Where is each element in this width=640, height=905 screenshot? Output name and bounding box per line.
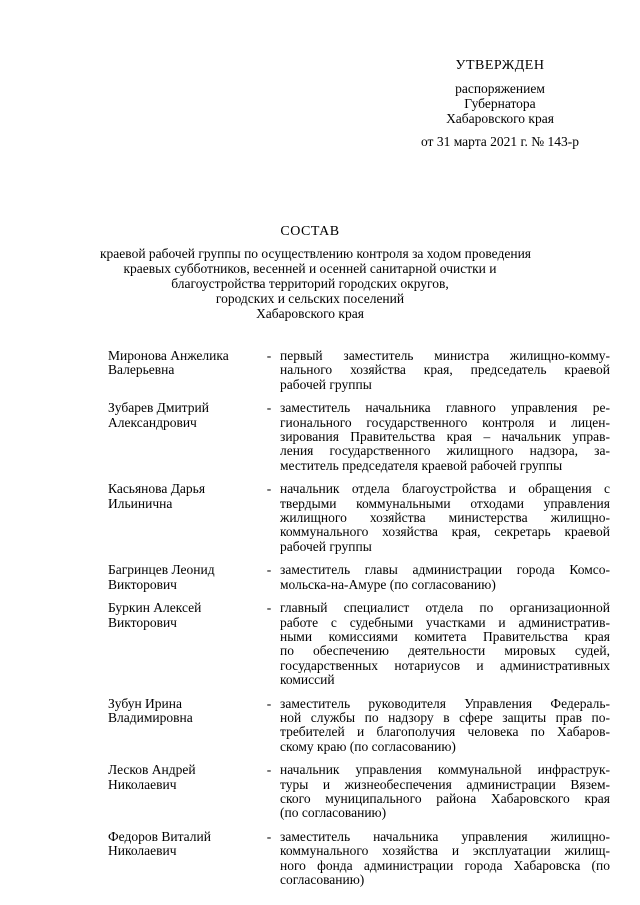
member-role-line: твердыми коммунальными отходами управления <box>280 495 610 511</box>
members-list <box>108 349 610 896</box>
member-role-line: зирования Правительства края – начальник управ- <box>280 429 610 445</box>
member-role-line: начальник отдела благоустройства и обращения с <box>280 481 610 497</box>
approval-line: Хабаровского края <box>446 111 554 126</box>
member-role <box>280 830 610 888</box>
member-name-line: Касьянова Дарья <box>108 481 206 497</box>
member-dash: - <box>266 481 272 497</box>
title-line: городских и сельских поселений <box>215 291 405 306</box>
member-name <box>108 601 258 630</box>
member-role-line: заместитель начальника управления жилищно- <box>280 828 610 844</box>
approval-line: распоряжением <box>455 81 545 96</box>
member-role-line: скому краю (по согласованию) <box>280 738 456 754</box>
member-role <box>280 601 610 687</box>
approval-date: от 31 марта 2021 г. № 143-р <box>420 134 580 149</box>
member-name <box>108 830 258 859</box>
member-role-line: ной службы по надзору в сфере защиты прав по- <box>280 709 610 725</box>
member-role-line: государственных нотариусов и административных <box>280 657 610 673</box>
member-name <box>108 401 258 430</box>
member-role-line: ского муниципального района Хабаровского края <box>280 790 610 806</box>
member-name-line: Зубун Ирина <box>108 695 182 711</box>
member-row <box>108 401 610 473</box>
member-role-line: начальник управления коммунальной инфраструк- <box>280 762 610 778</box>
member-name-line: Владимировна <box>108 709 193 725</box>
member-role-line: ными комиссиями комитета Правительства края <box>280 628 610 644</box>
title-block <box>100 224 532 321</box>
member-name-line: Лесков Андрей <box>108 762 196 778</box>
member-role-line: первый заместитель министра жилищно-комму- <box>280 348 610 363</box>
member-role-line: работе с судебными участками и административ- <box>280 614 610 630</box>
member-role-line: главный специалист отдела по организационной <box>280 600 610 616</box>
member-dash: - <box>266 400 272 416</box>
member-name <box>108 697 258 726</box>
member-dash: - <box>266 828 272 844</box>
member-role-line: согласованию) <box>280 872 365 887</box>
title-line: краевых субботников, весенней и осенней санитарной очистки и <box>123 261 497 276</box>
member-dash: - <box>266 348 272 363</box>
member-name-line: Ильинична <box>108 495 173 511</box>
member-role-line: коммунального хозяйства и эксплуатации жилищ- <box>280 843 610 859</box>
member-role-line: по обеспечению деятельности мировых судей, <box>280 643 610 659</box>
member-name-line: Буркин Алексей <box>108 600 202 616</box>
member-row <box>108 349 610 392</box>
member-name-line: Зубарев Дмитрий <box>108 400 209 416</box>
member-role <box>280 349 610 392</box>
member-name <box>108 763 258 792</box>
member-role-line: гионального государственного контроля и лицен- <box>280 414 610 430</box>
member-role <box>280 401 610 473</box>
member-role-line: нального хозяйства края, председатель краевой <box>280 362 610 378</box>
member-name-line: Миронова Анжелика <box>108 348 229 363</box>
member-role <box>280 763 610 821</box>
member-row <box>108 763 610 821</box>
approval-stamp: УТВЕРЖДЕН <box>455 58 545 73</box>
member-name-line: Викторович <box>108 576 177 592</box>
member-name-line: Николаевич <box>108 843 177 859</box>
member-name-line: Валерьевна <box>108 362 175 378</box>
member-role-line: мольска-на-Амуре (по согласованию) <box>280 576 496 592</box>
member-role-line: заместитель главы администрации города Комсо- <box>280 562 610 578</box>
member-role-line: меститель председателя краевой рабочей группы <box>280 457 563 473</box>
member-role <box>280 697 610 755</box>
member-role-line: жилищного хозяйства министерства жилищно- <box>280 510 610 526</box>
member-role-line: ления государственного жилищного надзора, за- <box>280 443 610 459</box>
member-role-line: ного фонда администрации города Хабаровска (по <box>280 857 610 873</box>
member-dash: - <box>266 762 272 778</box>
member-dash: - <box>266 600 272 616</box>
member-role-line: (по согласованию) <box>280 805 387 821</box>
title-line: краевой рабочей группы по осуществлению контроля за ходом проведения <box>100 246 532 261</box>
member-role-line: заместитель начальника главного управления ре- <box>280 400 610 416</box>
approval-block <box>395 58 605 149</box>
member-dash: - <box>266 695 272 711</box>
member-name-line: Александрович <box>108 414 197 430</box>
title-line: Хабаровского края <box>256 306 364 321</box>
member-role-line: комиссий <box>280 672 335 688</box>
member-row <box>108 601 610 687</box>
member-role-line: туры и жизнеобеспечения администрации Вязем- <box>280 776 610 792</box>
member-name-line: Николаевич <box>108 776 177 792</box>
member-dash: - <box>266 562 272 578</box>
member-role <box>280 563 610 592</box>
member-name-line: Федоров Виталий <box>108 828 211 844</box>
member-name-line: Викторович <box>108 614 177 630</box>
member-row <box>108 697 610 755</box>
member-role-line: заместитель руководителя Управления Федераль- <box>280 695 610 711</box>
member-row <box>108 482 610 554</box>
member-row <box>108 830 610 888</box>
member-row <box>108 563 610 592</box>
approval-line: Губернатора <box>464 96 536 111</box>
member-role-line: коммунального хозяйства края, секретарь краевой <box>280 524 610 540</box>
member-role-line: требителей и благополучия человека по Хабаров- <box>280 724 610 740</box>
member-name-line: Багринцев Леонид <box>108 562 215 578</box>
member-role-line: рабочей группы <box>280 376 372 392</box>
member-name <box>108 482 258 511</box>
document-title: СОСТАВ <box>280 224 340 239</box>
member-name <box>108 349 258 378</box>
member-role-line: рабочей группы <box>280 538 372 554</box>
title-line: благоустройства территорий городских округов, <box>171 276 449 291</box>
member-name <box>108 563 258 592</box>
member-role <box>280 482 610 554</box>
